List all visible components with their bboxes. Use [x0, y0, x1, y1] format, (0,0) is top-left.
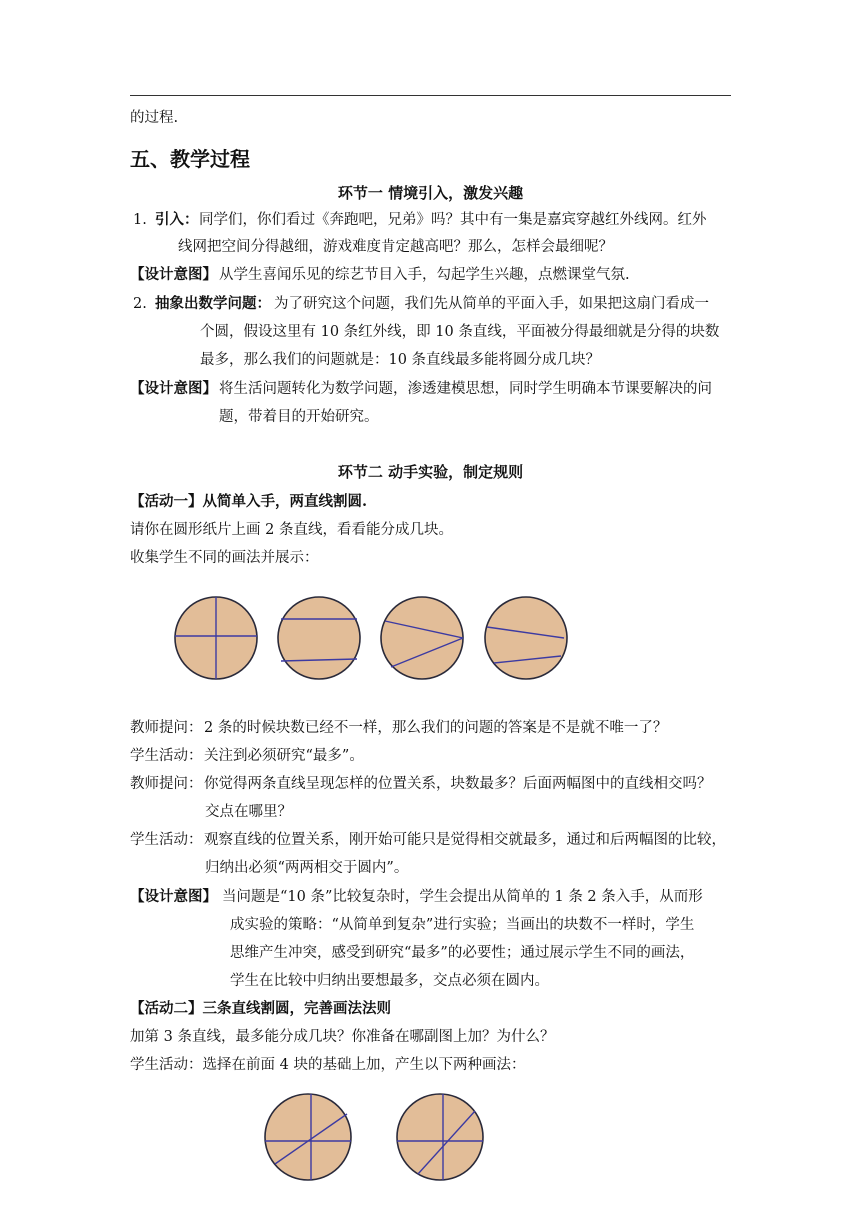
- item2-line2: 个圆，假设这里有 10 条红外线，即 10 条直线，平面被分得最细就是分得的块数: [200, 324, 720, 340]
- segment2-title: 环节二 动手实验，制定规则: [337, 463, 524, 481]
- circle-figure-nonintersecting: [485, 597, 567, 679]
- item2-line1: 为了研究这个问题，我们先从简单的平面入手，如果把这扇门看成一: [274, 296, 709, 312]
- continuation-text: 的过程.: [130, 110, 179, 126]
- item1-number: 1.: [133, 212, 147, 228]
- segment1-title: 环节一 情境引入，激发兴趣: [337, 184, 524, 202]
- qa-text-3b: 交点在哪里？: [205, 804, 292, 820]
- qa-speaker-4: 学生活动：: [130, 832, 203, 848]
- item2-line3: 最多，那么我们的问题就是：10 条直线最多能将圆分成几块？: [200, 352, 601, 368]
- design1-line1: 从学生喜闻乐见的综艺节目入手，勾起学生兴趣，点燃课堂气氛.: [219, 267, 630, 283]
- circle-figure-three-lines-b: [397, 1094, 483, 1180]
- design3-line2: 成实验的策略：“从简单到复杂”进行实验；当画出的块数不一样时，学生: [230, 917, 695, 933]
- two-line-figures: [170, 592, 590, 687]
- activity2-line2: 学生活动：选择在前面 4 块的基础上加，产生以下两种画法：: [130, 1057, 526, 1073]
- qa-text-1: 2 条的时候块数已经不一样，那么我们的问题的答案是不是就不唯一了？: [204, 720, 668, 736]
- qa-text-4b: 归纳出必须“两两相交于圆内”。: [205, 860, 409, 876]
- item2-label: 抽象出数学问题：: [155, 295, 271, 312]
- activity1-line1: 请你在圆形纸片上画 2 条直线，看看能分成几块。: [130, 522, 453, 538]
- qa-speaker-1: 教师提问：: [130, 720, 203, 736]
- qa-speaker-3: 教师提问：: [130, 776, 203, 792]
- item1-label: 引入：: [155, 211, 199, 228]
- design3-line3: 思维产生冲突，感受到研究“最多”的必要性；通过展示学生不同的画法，: [230, 945, 695, 961]
- section-title: 五、教学过程: [130, 147, 250, 171]
- circle-figure-parallel: [278, 597, 360, 679]
- three-line-figures: [262, 1090, 502, 1185]
- circle-figure-perpendicular: [175, 597, 257, 679]
- design2-label: 【设计意图】: [130, 380, 217, 397]
- qa-text-2: 关注到必须研究“最多”。: [204, 748, 364, 764]
- circle-figure-meeting-on-edge: [381, 597, 463, 679]
- circle-figure-three-lines-a: [265, 1094, 351, 1180]
- activity1-line2: 收集学生不同的画法并展示：: [130, 550, 319, 566]
- item2-number: 2.: [133, 296, 147, 312]
- design1-label: 【设计意图】: [130, 266, 217, 283]
- header-rule: [130, 95, 731, 96]
- qa-text-3a: 你觉得两条直线呈现怎样的位置关系，块数最多？后面两幅图中的直线相交吗？: [204, 776, 712, 792]
- design3-label: 【设计意图】: [130, 888, 217, 905]
- item1-line1: 同学们，你们看过《奔跑吧，兄弟》吗？其中有一集是嘉宾穿越红外线网。红外: [199, 212, 707, 228]
- activity2-line1: 加第 3 条直线，最多能分成几块？你准备在哪副图上加？为什么？: [130, 1029, 555, 1045]
- activity2-label: 【活动二】三条直线割圆，完善画法法则: [130, 1000, 391, 1017]
- qa-text-4a: 观察直线的位置关系，刚开始可能只是觉得相交就最多，通过和后两幅图的比较，: [204, 832, 726, 848]
- design2-line1: 将生活问题转化为数学问题，渗透建模思想，同时学生明确本节课要解决的问: [219, 381, 712, 397]
- design2-line2: 题，带着目的开始研究。: [219, 409, 379, 425]
- activity1-label: 【活动一】从简单入手，两直线割圆.: [130, 493, 368, 510]
- qa-speaker-2: 学生活动：: [130, 748, 203, 764]
- design3-line4: 学生在比较中归纳出要想最多，交点必须在圆内。: [230, 973, 549, 989]
- item1-line2: 线网把空间分得越细，游戏难度肯定越高吧？那么，怎样会最细呢？: [178, 239, 613, 255]
- design3-line1: 当问题是“10 条”比较复杂时，学生会提出从简单的 1 条 2 条入手，从而形: [222, 889, 703, 905]
